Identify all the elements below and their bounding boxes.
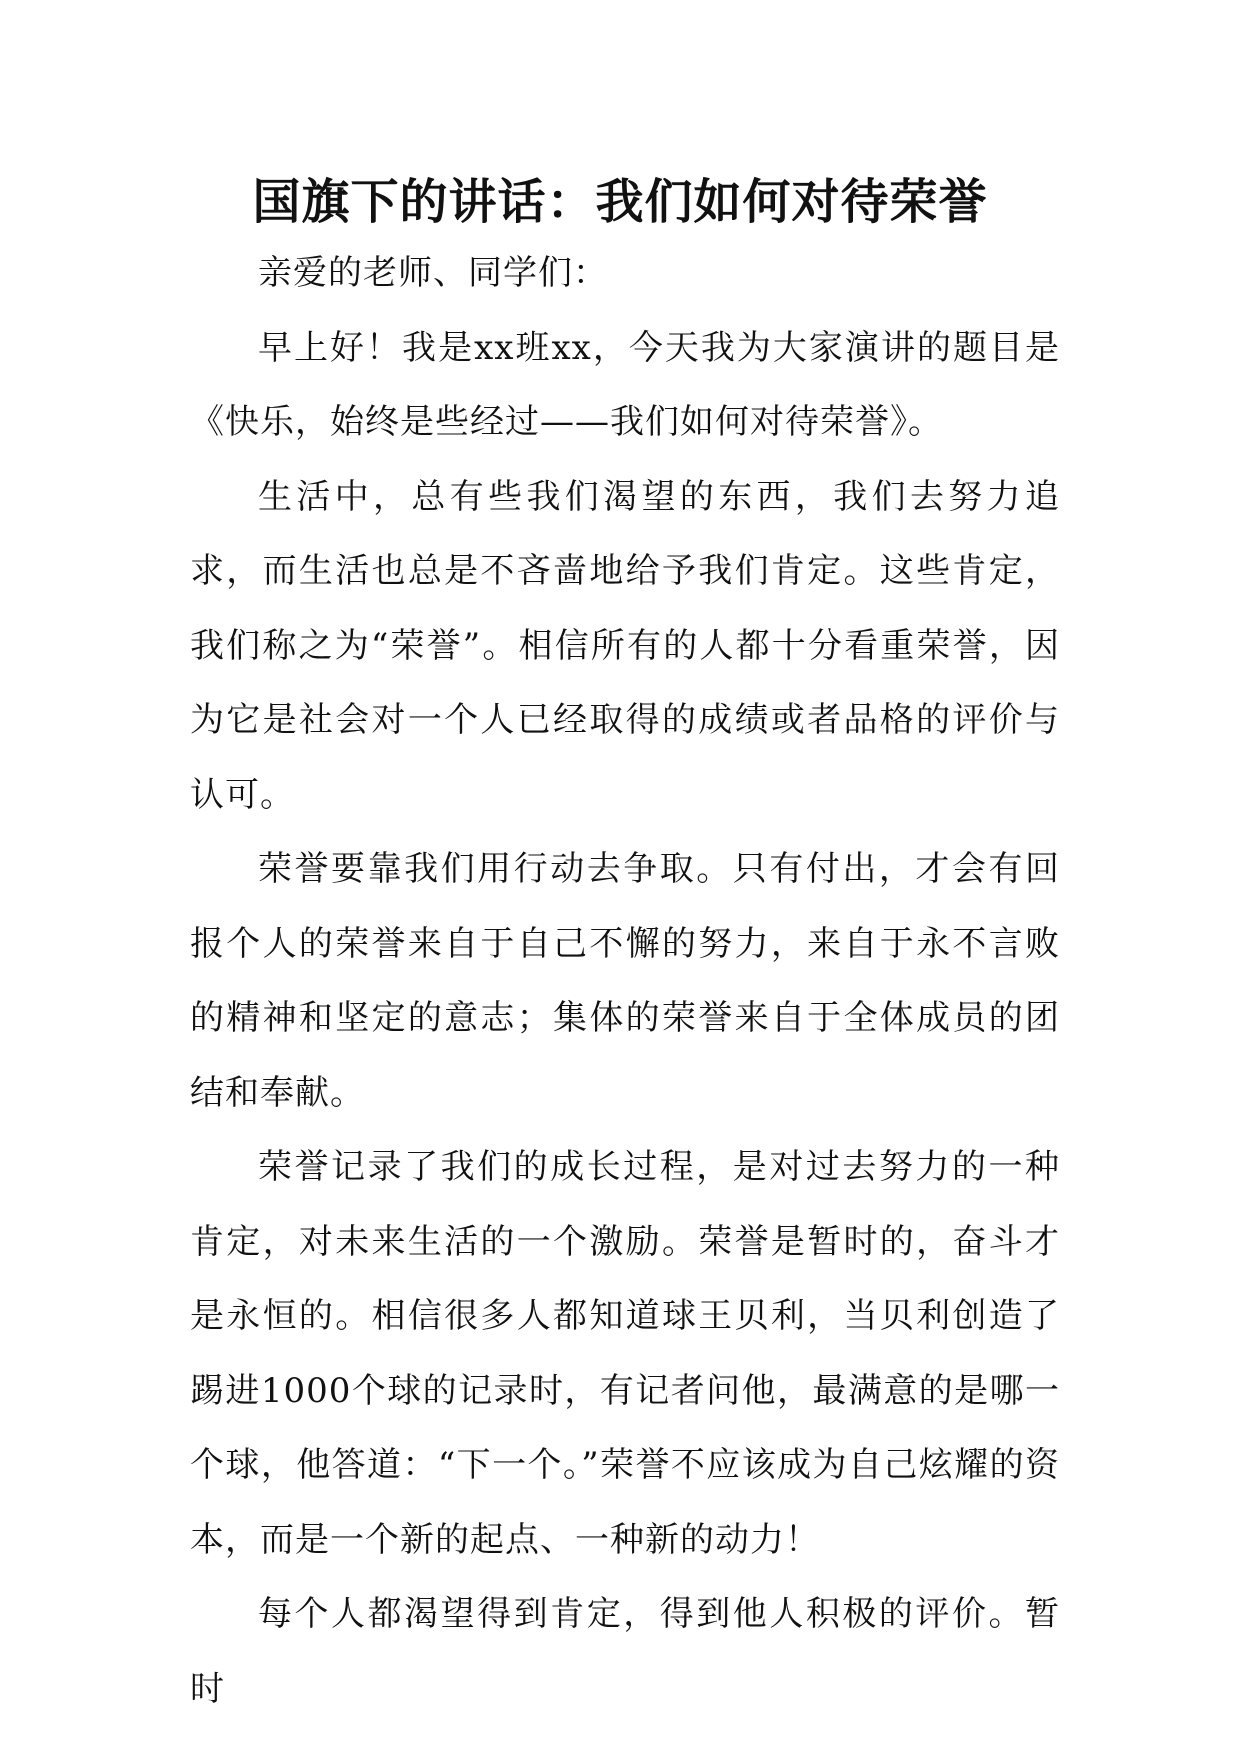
paragraph-life-and-honor: 生活中，总有些我们渴望的东西，我们去努力追求，而生活也总是不吝啬地给予我们肯定。这些肯定，我们称之为“荣誉”。相信所有的人都十分看重荣誉，因为它是社会对一个人已经取得的成绩或者品格的评价与认可。: [190, 476, 1060, 815]
document-body: [190, 236, 1060, 1726]
paragraph-desire-for-recognition: 每个人都渴望得到肯定，得到他人积极的评价。暂时: [190, 1594, 1060, 1709]
paragraph-earning-honor: 荣誉要靠我们用行动去争取。只有付出，才会有回报个人的荣誉来自于自己不懈的努力，来自于永不言败的精神和坚定的意志；集体的荣誉来自于全体成员的团结和奉献。: [190, 849, 1060, 1113]
paragraph-greeting: 亲爱的老师、同学们：: [258, 253, 608, 293]
paragraph-introduction: 早上好！我是xx班xx，今天我为大家演讲的题目是《快乐，始终是些经过——我们如何对待荣誉》。: [190, 327, 1060, 442]
document-title: 国旗下的讲话：我们如何对待荣誉: [252, 174, 988, 230]
paragraph-honor-and-growth: 荣誉记录了我们的成长过程，是对过去努力的一种肯定，对未来生活的一个激励。荣誉是暂时的，奋斗才是永恒的。相信很多人都知道球王贝利，当贝利创造了踢进1000个球的记录时，有记者问他，最满意的是哪一个球，他答道：“下一个。”荣誉不应该成为自己炫耀的资本，而是一个新的起点、一种新的动力！: [190, 1147, 1060, 1560]
